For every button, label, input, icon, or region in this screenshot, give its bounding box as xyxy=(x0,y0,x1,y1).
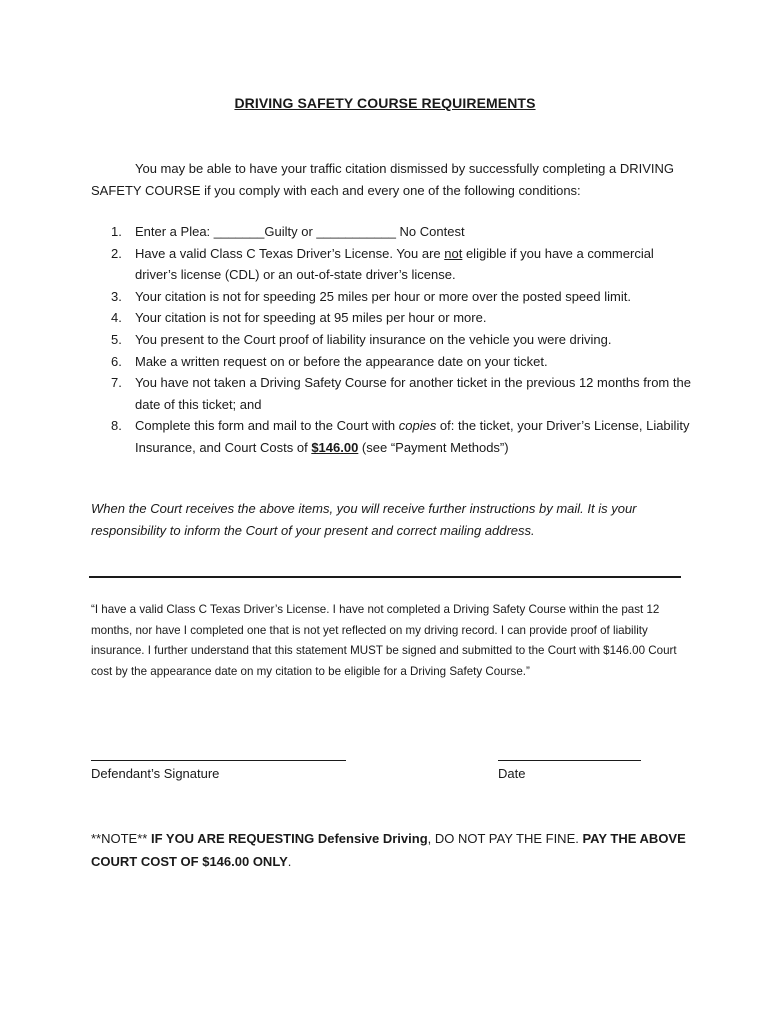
date-label: Date xyxy=(498,766,526,781)
conditions-list xyxy=(91,221,691,459)
date-line[interactable] xyxy=(498,760,641,761)
court-cost-amount: $146.00 xyxy=(311,439,359,455)
list-item: 8. Complete this form and mail to the Court with copies of: the ticket, your Driver’s License, Liability Insurance, and Court Costs of $146.00 (see “Payment Methods”) xyxy=(111,418,690,455)
list-item: 2. Have a valid Class C Texas Driver’s License. You are not eligible if you have a commercial driver’s license (CDL) or an out-of-state driver’s license. xyxy=(111,245,654,283)
intro-paragraph: You may be able to have your traffic citation dismissed by successfully completing a DRIVING SAFETY COURSE if you comply with each and every one of the following conditions: xyxy=(91,161,675,198)
list-item: 6. Make a written request on or before the appearance date on your ticket. xyxy=(111,353,548,369)
list-item: 7. You have not taken a Driving Safety Course for another ticket in the previous 12 months from the date of this ticket; and xyxy=(111,375,691,412)
payment-note: **NOTE** IF YOU ARE REQUESTING Defensive Driving, DO NOT PAY THE FINE. PAY THE ABOVE COURT COST OF $146.00 ONLY. xyxy=(91,831,686,869)
signature-line[interactable] xyxy=(91,760,346,761)
signature-label: Defendant’s Signature xyxy=(91,766,220,781)
list-item: 3. Your citation is not for speeding 25 miles per hour or more over the posted speed limit. xyxy=(111,288,631,304)
list-item: 5. You present to the Court proof of liability insurance on the vehicle you were driving. xyxy=(111,331,612,347)
divider xyxy=(89,576,681,578)
list-item: 4. Your citation is not for speeding at 95 miles per hour or more. xyxy=(111,310,487,326)
page-title: DRIVING SAFETY COURSE REQUIREMENTS xyxy=(234,95,536,111)
defendant-statement: “I have a valid Class C Texas Driver’s License. I have not completed a Driving Safety Course within the past 12 months, nor have I completed one that is not yet reflected on my driving record. I can provide proof of liability insurance. I further understand that this statement MUST be signed and submitted to the Court with $146.00 Court cost by the appearance date on my citation to be eligible for a Driving Safety Course.” xyxy=(91,603,677,678)
list-item: 1. Enter a Plea: _______Guilty or ___________ No Contest xyxy=(111,224,465,239)
mailing-instructions: When the Court receives the above items, you will receive further instructions by mail. It is your responsibility to inform the Court of your present and correct mailing address. xyxy=(91,501,637,538)
